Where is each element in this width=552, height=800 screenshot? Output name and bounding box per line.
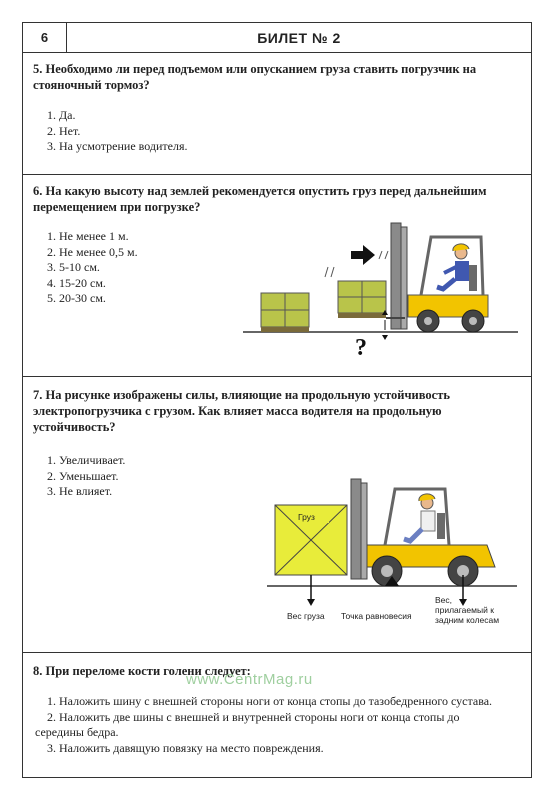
answer-option[interactable]: 2. Уменьшает. <box>47 468 119 483</box>
answer-option[interactable]: 2. Не менее 0,5 м. <box>47 244 138 259</box>
answer-option[interactable]: 1. Да. <box>47 108 76 122</box>
question-5-title <box>33 61 476 93</box>
rear-weight-label-line: Вес, <box>435 595 453 605</box>
answer-option[interactable]: 3. 5-10 см. <box>47 260 100 274</box>
cargo-label: Груз <box>298 512 315 522</box>
question-6-title <box>33 183 486 215</box>
question-7 <box>23 377 531 653</box>
question-6-answers <box>47 229 138 307</box>
answer-option[interactable]: 1. Не менее 1 м. <box>47 229 129 243</box>
page-number: 6 <box>23 23 67 53</box>
question-7-title <box>33 387 450 435</box>
rear-weight-label-line: прилагаемый к <box>435 605 494 615</box>
question-6 <box>23 175 531 377</box>
watermark-text: www.CentrMag.ru <box>186 671 313 688</box>
forklift-lowering-figure <box>243 217 523 367</box>
question-5-answers <box>47 108 187 155</box>
question-title-line: перемещением при погрузке? <box>33 200 201 214</box>
question-title-line: стояночный тормоз? <box>33 78 150 92</box>
answer-option[interactable]: 2. Нет. <box>47 123 81 138</box>
question-title-line: устойчивость? <box>33 420 116 434</box>
answer-option[interactable]: 1. Увеличивает. <box>47 453 126 467</box>
forklift-stability-figure <box>267 475 527 635</box>
answer-option[interactable]: 4. 15-20 см. <box>47 275 106 290</box>
question-title-line: электропогрузчика с грузом. Как влияет масса водителя на продольную <box>33 404 442 418</box>
question-5 <box>23 53 531 175</box>
ticket-header <box>23 23 531 53</box>
pivot-label: Точка равновесия <box>341 611 412 621</box>
cargo-weight-arrow-icon <box>307 599 315 606</box>
question-title-line: 7. На рисунке изображены силы, влияющие на продольную устойчивость <box>33 388 450 402</box>
rear-weight-label-line: задним колесам <box>435 615 500 625</box>
height-question-mark: ? <box>355 335 367 361</box>
answer-option[interactable]: 2. Наложить две шины с внешней и внутренней стороны ноги от конца стопы до <box>47 709 460 724</box>
cargo-weight-label: Вес груза <box>287 611 325 621</box>
answer-option[interactable]: 3. Наложить давящую повязку на место повреждения. <box>47 740 324 755</box>
direction-arrow-icon <box>351 245 375 265</box>
question-title-line: 5. Необходимо ли перед подъемом или опусканием груза ставить погрузчик на <box>33 62 477 76</box>
question-title-line: 8. При переломе кости голени следует: <box>33 664 251 678</box>
answer-option[interactable]: 3. Не влияет. <box>47 484 113 498</box>
answer-option[interactable]: 3. На усмотрение водителя. <box>47 139 188 153</box>
answer-option[interactable]: 5. 20-30 см. <box>47 291 106 305</box>
answer-option[interactable]: 1. Наложить шину с внешней стороны ноги от конца стопы до тазобедренного сустава. <box>47 694 493 708</box>
question-8-answers <box>35 694 493 756</box>
ticket-title: БИЛЕТ № 2 <box>257 30 341 46</box>
ticket-sheet <box>22 22 532 778</box>
answer-option-continued: середины бедра. <box>35 725 119 739</box>
question-7-answers <box>47 453 125 500</box>
question-title-line: 6. На какую высоту над землей рекомендуется опустить груз перед дальнейшим <box>33 184 487 198</box>
